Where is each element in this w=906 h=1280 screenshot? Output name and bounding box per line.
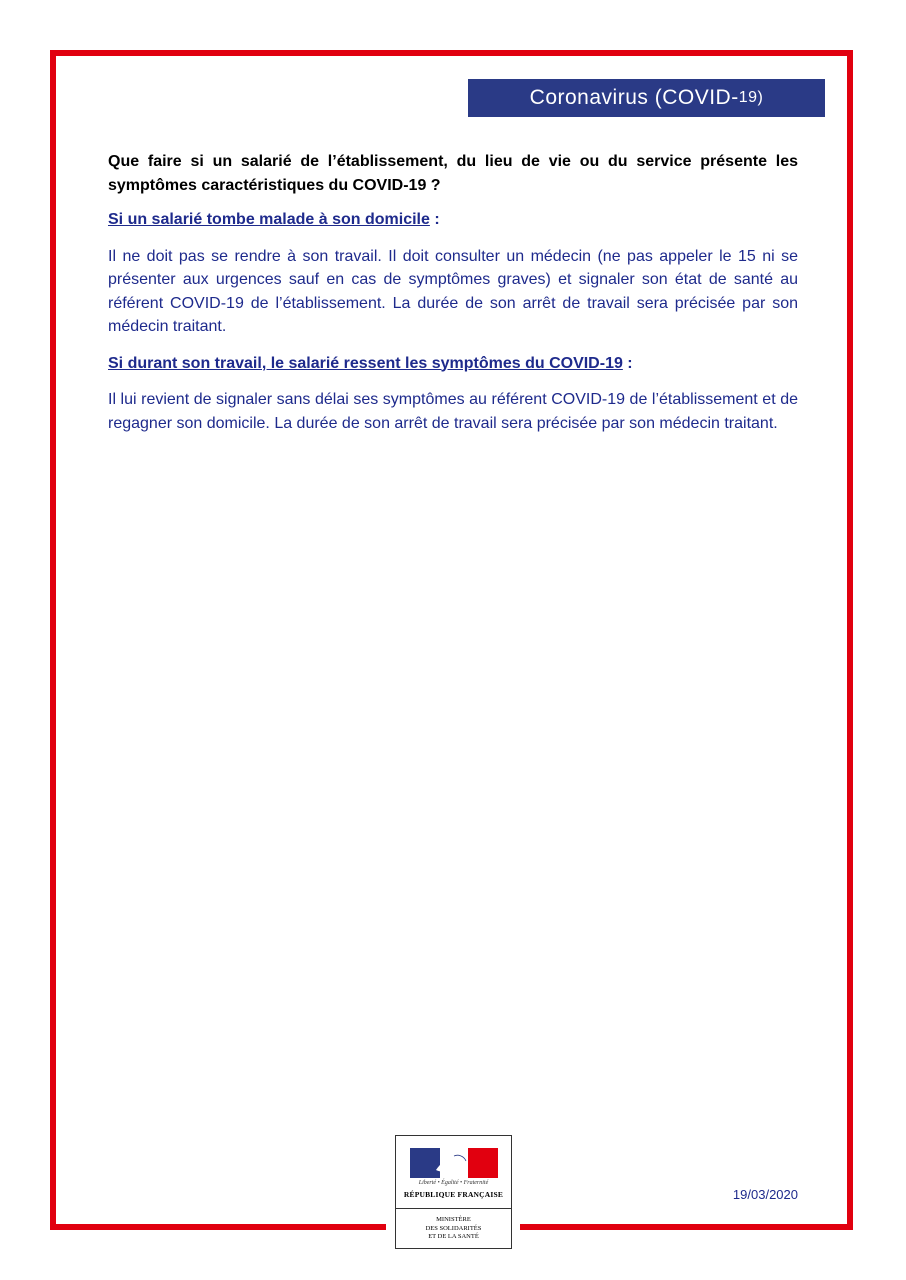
title-banner <box>468 79 825 117</box>
title-main: Coronavirus (COVID- <box>529 86 739 109</box>
section1-heading <box>108 208 798 232</box>
section1-paragraph: Il ne doit pas se rendre à son travail. Il doit consulter un médecin (ne pas appeler le 15 ni se présenter aux urgences sauf en cas de symptômes graves) et signaler son état de santé au référent COVID-19 de l’établissement. La durée de son arrêt de travail sera précisée par son médecin traitant. <box>108 247 798 335</box>
ministere-line1: MINISTÈRE <box>436 1216 471 1223</box>
section2-paragraph: Il lui revient de signaler sans délai ses symptômes au référent COVID-19 de l’établissement et de regagner son domicile. La durée de son arrêt de travail sera précisée par son médecin traitant. <box>108 391 798 432</box>
section1-colon: : <box>429 211 440 228</box>
ministry-logo <box>395 1135 512 1249</box>
section2-colon: : <box>622 354 633 372</box>
marianne-flag-icon <box>410 1148 498 1178</box>
logo-republique-text: RÉPUBLIQUE FRANÇAISE <box>403 1190 504 1199</box>
section2-heading <box>108 352 798 376</box>
logo-divider <box>396 1208 511 1209</box>
logo-ministere <box>396 1216 511 1242</box>
ministere-line2: DES SOLIDARITÉS <box>425 1224 482 1232</box>
section1-heading-text: Si un salarié tombe malade à son domicile <box>108 211 430 228</box>
section2-heading-text: Si durant son travail, le salarié ressent les symptômes du COVID-19 <box>108 354 623 372</box>
question-heading: Que faire si un salarié de l’établissement, du lieu de vie ou du service présente les symptômes caractéristiques du COVID-19 ? <box>108 153 798 194</box>
main-content <box>108 150 798 448</box>
logo-motto: Liberté • Égalité • Fraternité <box>418 1180 489 1186</box>
title-small: 19) <box>738 89 764 106</box>
document-date: 19/03/2020 <box>732 1187 798 1202</box>
ministere-line3: ET DE LA SANTÉ <box>428 1233 479 1240</box>
logo-republique <box>396 1136 511 1208</box>
